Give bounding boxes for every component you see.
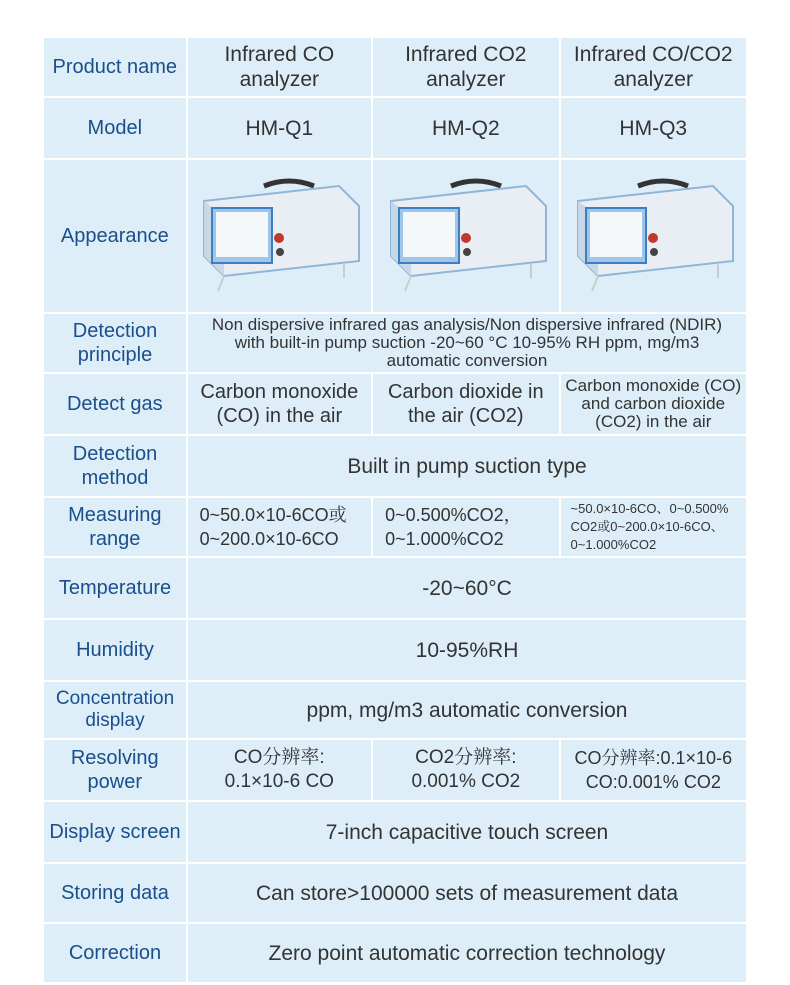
table-cell: -20~60°C [188,558,746,618]
table-row [44,924,746,982]
table-row [44,160,746,312]
analyzer-device-image [568,176,738,296]
table-cell: ~50.0×10-6CO、0~0.500% CO2或0~200.0×10-6CO、 0~1.000%CO2 [561,498,746,556]
row-label: Detection method [44,436,186,496]
table-row [44,558,746,618]
table-row [44,682,746,738]
table-cell: Carbon monoxide (CO) and carbon dioxide (CO2) in the air [561,374,746,434]
table-row [44,374,746,434]
table-cell: 0~50.0×10-6CO或 0~200.0×10-6CO [188,498,371,556]
product-image-cell [188,160,371,312]
table-cell: CO分辨率:0.1×10-6 CO:0.001% CO2 [561,740,746,800]
row-label: Appearance [44,160,186,312]
table-row [44,98,746,158]
table-cell: 7-inch capacitive touch screen [188,802,746,862]
row-label: Product name [44,38,186,96]
table-cell: HM-Q1 [188,98,371,158]
table-cell: Non dispersive infrared gas analysis/Non dispersive infrared (NDIR) with built-in pump suction -20~60 °C 10-95% RH ppm, mg/m3 automatic conversion [188,314,746,372]
row-label: Detect gas [44,374,186,434]
table-cell: Can store>100000 sets of measurement data [188,864,746,922]
product-image-cell [373,160,558,312]
table-cell: 0~0.500%CO2， 0~1.000%CO2 [373,498,558,556]
table-row [44,498,746,556]
table-row [44,436,746,496]
table-cell: HM-Q3 [561,98,746,158]
table-cell: Carbon monoxide (CO) in the air [188,374,371,434]
table-cell: Infrared CO/CO2 analyzer [561,38,746,96]
row-label: Display screen [44,802,186,862]
table-cell: Infrared CO analyzer [188,38,371,96]
table-cell: Carbon dioxide in the air (CO2) [373,374,558,434]
row-label: Model [44,98,186,158]
analyzer-device-image [381,176,551,296]
table-cell: CO分辨率: 0.1×10-6 CO [188,740,372,800]
row-label: Measuring range [44,498,186,556]
table-cell: Infrared CO2 analyzer [373,38,558,96]
table-row [44,864,746,922]
row-label: Humidity [44,620,186,680]
table-row [44,38,746,96]
table-row [44,620,746,680]
row-label: Temperature [44,558,186,618]
row-label: Concentration display [44,682,186,738]
table-cell: Built in pump suction type [188,436,746,496]
table-row [44,802,746,862]
table-cell: CO2分辨率: 0.001% CO2 [373,740,559,800]
row-label: Storing data [44,864,186,922]
row-label: Detection principle [44,314,186,372]
table-row [44,314,746,372]
row-label: Resolving power [44,740,186,800]
product-image-cell [561,160,746,312]
table-row [44,740,746,800]
table-cell: ppm, mg/m3 automatic conversion [188,682,746,738]
table-cell: 10-95%RH [188,620,746,680]
table-cell: Zero point automatic correction technology [188,924,746,982]
analyzer-device-image [194,176,364,296]
row-label: Correction [44,924,186,982]
table-cell: HM-Q2 [373,98,558,158]
